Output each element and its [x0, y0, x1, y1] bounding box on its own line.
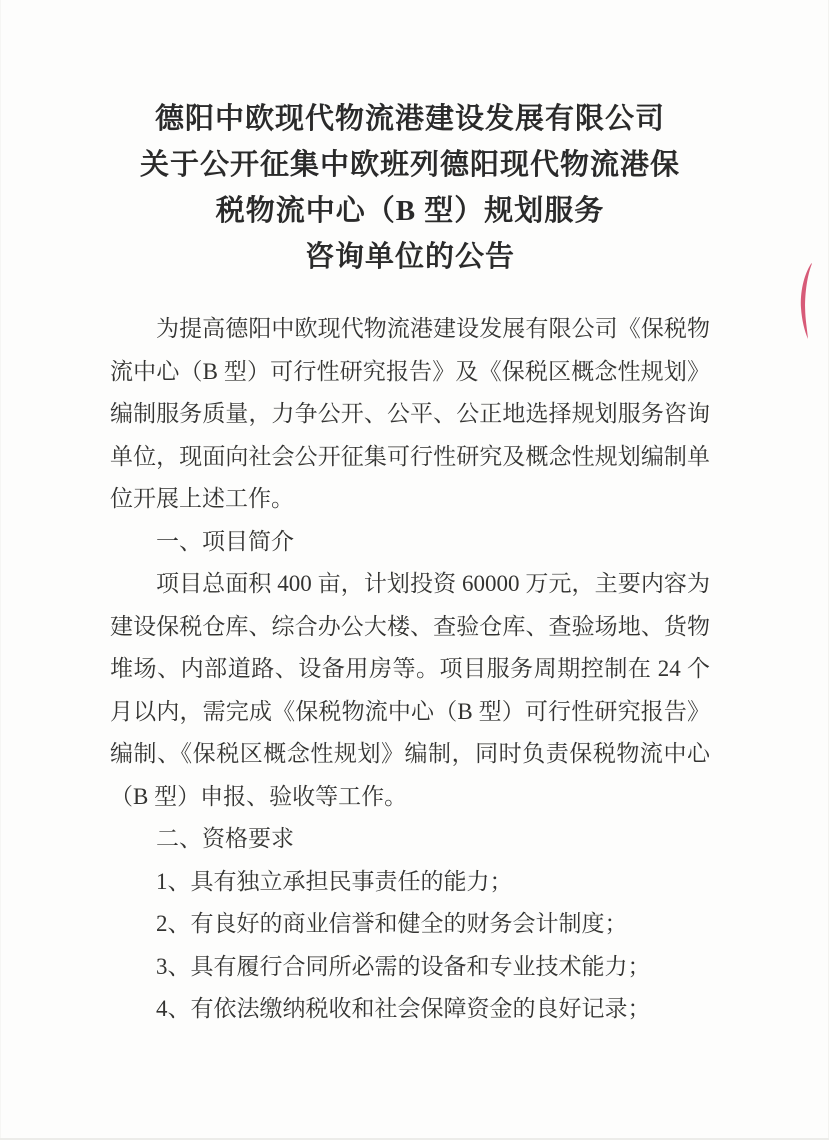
list-item: 1、具有独立承担民事责任的能力；	[156, 868, 513, 894]
title-line: 德阳中欧现代物流港建设发展有限公司	[154, 103, 665, 135]
list-item: 3、具有履行合同所必需的设备和专业技术能力；	[156, 953, 651, 979]
heading: 一、项目简介	[156, 528, 294, 554]
red-pen-mark-icon	[797, 262, 813, 340]
list-item: 2、有良好的商业信誉和健全的财务会计制度；	[156, 911, 628, 936]
document-content	[110, 96, 710, 1031]
title-line: 税物流中心（B 型）规划服务	[215, 195, 605, 227]
red-pen-mark-stroke	[801, 263, 812, 339]
doc-title	[110, 96, 710, 280]
title-line: 咨询单位的公告	[304, 241, 515, 273]
title-line: 关于公开征集中欧班列德阳现代物流港保	[139, 149, 680, 181]
paragraph: 为提高德阳中欧现代物流港建设发展有限公司《保税物流中心（B 型）可行性研究报告》及《保税区概念性规划》编制服务质量，力争公开、公平、公正地选择规划服务咨询单位，现面向社会公开征集可行性研究及概念性规划编制单位开展上述工作。	[110, 316, 710, 511]
paragraph: 项目总面积 400 亩，计划投资 60000 万元，主要内容为建设保税仓库、综合办公大楼、查验仓库、查验场地、货物堆场、内部道路、设备用房等。项目服务周期控制在 24 个月以内，需完成《保税物流中心（B 型）可行性研究报告》编制、《保税区概念性规划》编制，同时负责保税物流中心（B 型）申报、验收等工作。	[110, 571, 710, 809]
list-item: 4、有依法缴纳税收和社会保障资金的良好记录；	[156, 996, 651, 1021]
doc-body	[110, 308, 710, 1031]
heading: 二、资格要求	[156, 826, 294, 851]
